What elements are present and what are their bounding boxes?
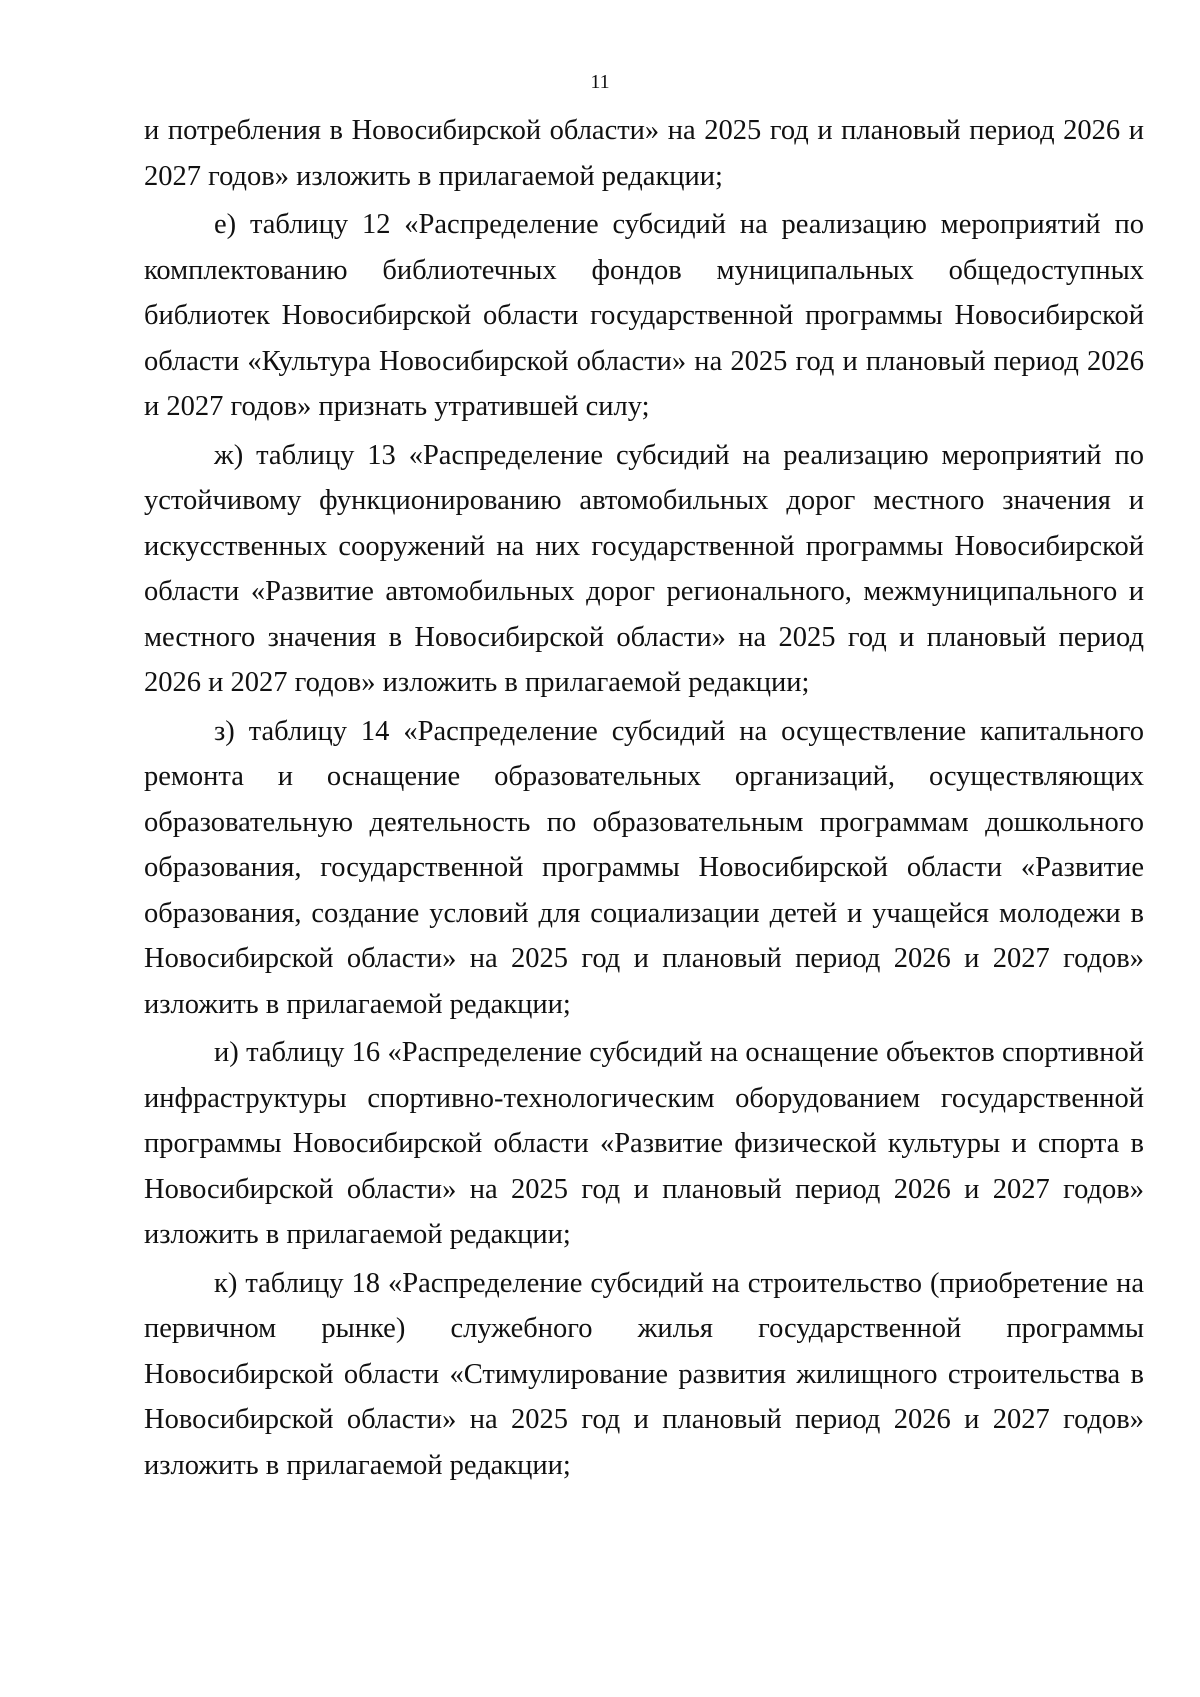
paragraph-item-zh: ж) таблицу 13 «Распределение субсидий на реализацию мероприятий по устойчивому функционированию автомобильных дорог местного значения и искусственных сооружений на них государственной программы Новосибирской области «Развитие автомобильных дорог регионального, межмуниципального и местного значения в Новосибирской области» на 2025 год и плановый период 2026 и 2027 годов» изложить в прилагаемой редакции;	[144, 439, 1144, 698]
paragraph-item-z: з) таблицу 14 «Распределение субсидий на осуществление капитального ремонта и оснащение образовательных организаций, осуществляющих образовательную деятельность по образовательным программам дошкольного образования, государственной программы Новосибирской области «Развитие образования, создание условий для социализации детей и учащейся молодежи в Новосибирской области» на 2025 год и плановый период 2026 и 2027 годов» изложить в прилагаемой редакции;	[144, 715, 1144, 1020]
paragraph-item-i: и) таблицу 16 «Распределение субсидий на оснащение объектов спортивной инфраструктуры спортивно-технологическим оборудованием государственной программы Новосибирской области «Развитие физической культуры и спорта в Новосибирской области» на 2025 год и плановый период 2026 и 2027 годов» изложить в прилагаемой редакции;	[144, 1037, 1144, 1250]
document-body	[144, 108, 1144, 1488]
page-number: 11	[590, 71, 610, 93]
paragraph-item-e: е) таблицу 12 «Распределение субсидий на реализацию мероприятий по комплектованию библиотечных фондов муниципальных общедоступных библиотек Новосибирской области государственной программы Новосибирской области «Культура Новосибирской области» на 2025 год и плановый период 2026 и 2027 годов» признать утратившей силу;	[144, 209, 1144, 422]
paragraph-continuation: и потребления в Новосибирской области» на 2025 год и плановый период 2026 и 2027 годов» изложить в прилагаемой редакции;	[144, 115, 1144, 192]
paragraph-item-k: к) таблицу 18 «Распределение субсидий на строительство (приобретение на первичном рынке) служебного жилья государственной программы Новосибирской области «Стимулирование развития жилищного строительства в Новосибирской области» на 2025 год и плановый период 2026 и 2027 годов» изложить в прилагаемой редакции;	[144, 1267, 1144, 1481]
